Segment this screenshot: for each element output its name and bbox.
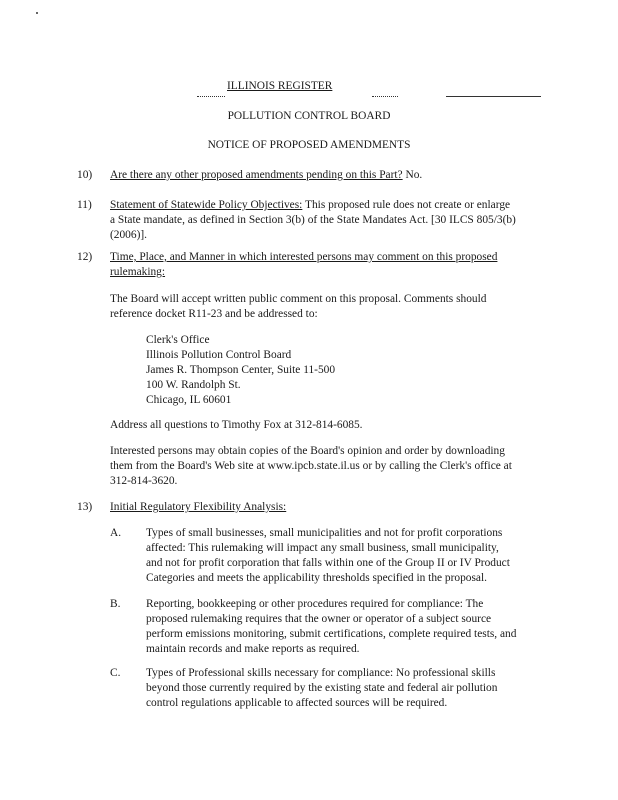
section-13-heading: Initial Regulatory Flexibility Analysis: — [110, 501, 287, 513]
item-c-line-3: control regulations applicable to affected sources will be required. — [146, 697, 448, 709]
item-a-line-3: and not for profit corporation that falls within one of the Group II or IV Product — [146, 557, 510, 569]
section-12-heading-2: rulemaking: — [110, 266, 166, 278]
item-a-line-4: Categories and meets the applicability thresholds specified in the proposal. — [146, 572, 487, 584]
item-a-label: A. — [110, 527, 122, 539]
notice-title: NOTICE OF PROPOSED AMENDMENTS — [207, 139, 411, 151]
section-12-para-1-line-1: The Board will accept written public comment on this proposal. Comments should — [110, 293, 487, 305]
scan-speck — [36, 12, 38, 14]
item-a-line-1: Types of small businesses, small municipalities and not for profit corporations — [146, 527, 503, 539]
section-10-text — [110, 168, 422, 183]
section-11-line-1 — [110, 198, 510, 213]
section-12-para-3-line-3: 312-814-3620. — [110, 475, 178, 487]
board-title: POLLUTION CONTROL BOARD — [227, 110, 391, 122]
section-12-para-1-line-2: reference docket R11-23 and be addressed to: — [110, 308, 318, 320]
register-title: ILLINOIS REGISTER — [227, 80, 333, 92]
item-b-label: B. — [110, 598, 121, 610]
item-c-line-2: beyond those currently required by the existing state and federal air pollution — [146, 682, 498, 694]
item-c-label: C. — [110, 667, 121, 679]
section-10-question: Are there any other proposed amendments pending on this Part? — [110, 169, 403, 181]
section-13-number: 13) — [77, 501, 93, 513]
section-11-line-1-text: This proposed rule does not create or enlarge — [305, 199, 511, 211]
section-11-line-2: a State mandate, as defined in Section 3(b) of the State Mandates Act. [30 ILCS 805/3(b) — [110, 214, 516, 226]
header-rule-left — [197, 96, 225, 97]
item-a-line-2: affected: This rulemaking will impact any small business, small municipality, — [146, 542, 499, 554]
section-12-para-3-line-2: them from the Board's Web site at www.ipcb.state.il.us or by calling the Clerk's office at — [110, 460, 512, 472]
section-10-answer: No. — [405, 169, 423, 181]
header-rule-mid — [372, 96, 398, 97]
section-12-number: 12) — [77, 251, 93, 263]
item-b-line-1: Reporting, bookkeeping or other procedures required for compliance: The — [146, 598, 484, 610]
address-line-1: Clerk's Office — [146, 334, 210, 346]
address-line-5: Chicago, IL 60601 — [146, 394, 232, 406]
address-line-4: 100 W. Randolph St. — [146, 379, 241, 391]
section-12-para-3-line-1: Interested persons may obtain copies of the Board's opinion and order by downloading — [110, 445, 505, 457]
section-11-line-3: (2006)]. — [110, 229, 148, 241]
address-line-3: James R. Thompson Center, Suite 11-500 — [146, 364, 336, 376]
address-line-2: Illinois Pollution Control Board — [146, 349, 292, 361]
section-12-para-2: Address all questions to Timothy Fox at 312-814-6085. — [110, 419, 363, 431]
header-rule-right — [446, 96, 541, 97]
item-c-line-1: Types of Professional skills necessary for compliance: No professional skills — [146, 667, 496, 679]
section-11-number: 11) — [77, 199, 92, 211]
item-b-line-2: proposed rulemaking requires that the owner or operator of a subject source — [146, 613, 492, 625]
item-b-line-3: perform emissions monitoring, submit certifications, complete required tests, and — [146, 628, 517, 640]
section-11-heading: Statement of Statewide Policy Objectives: — [110, 199, 303, 211]
section-12-heading-1: Time, Place, and Manner in which interested persons may comment on this proposed — [110, 251, 498, 263]
section-10-number: 10) — [77, 169, 93, 181]
item-b-line-4: maintain records and make reports as required. — [146, 643, 360, 655]
